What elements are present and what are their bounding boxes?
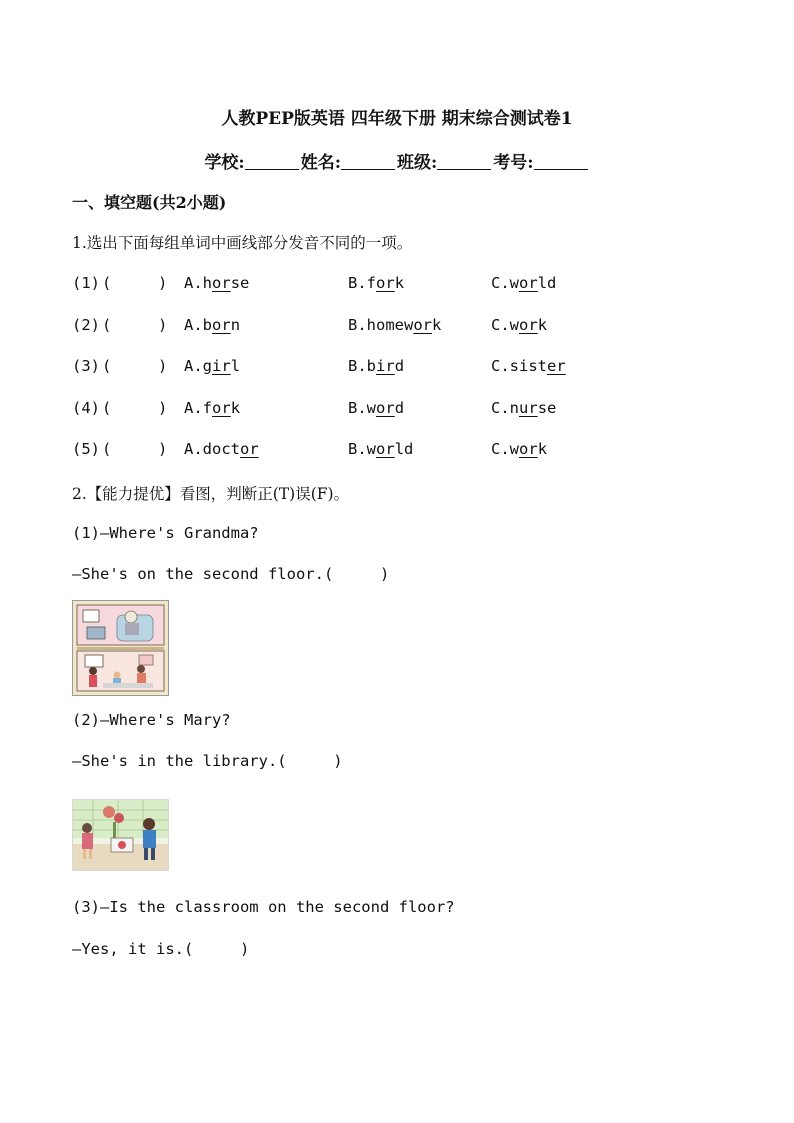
option-c: C.sister bbox=[491, 357, 566, 375]
option-a: A.fork bbox=[184, 399, 241, 417]
option-b: B.world bbox=[348, 440, 414, 458]
option-c: C.world bbox=[491, 274, 557, 292]
option-b: B.homework bbox=[348, 316, 442, 334]
option-a: A.doctor bbox=[184, 440, 259, 458]
page-title: 人教PEP版英语 四年级下册 期末综合测试卷1 bbox=[221, 109, 573, 129]
question-1-item bbox=[72, 316, 548, 338]
exam-number-blank[interactable] bbox=[534, 153, 588, 170]
answer-blank[interactable]: ( ) bbox=[102, 274, 168, 292]
section-heading: 一、填空题(共2小题) bbox=[72, 193, 227, 212]
name-label: 姓名: bbox=[300, 153, 341, 173]
question-1-item bbox=[72, 357, 566, 379]
question-1-item bbox=[72, 440, 548, 462]
question-2-item-3-question: (3)—Is the classroom on the second floor? bbox=[72, 898, 455, 916]
question-2-item-2-answer[interactable]: —She's in the library.( ) bbox=[72, 752, 343, 770]
option-a: A.girl bbox=[184, 357, 241, 375]
item-number: (1) bbox=[72, 274, 100, 292]
item-number: (4) bbox=[72, 399, 100, 417]
question-1-prompt: 1.选出下面每组单词中画线部分发音不同的一项。 bbox=[72, 234, 413, 252]
student-info-line bbox=[0, 148, 794, 173]
question-2-prompt: 2.【能力提优】看图，判断正(T)误(F)。 bbox=[72, 485, 350, 503]
class-label: 班级: bbox=[397, 153, 438, 173]
answer-blank[interactable]: ( ) bbox=[102, 357, 168, 375]
item-number: (2) bbox=[72, 316, 100, 334]
exam-number-label: 考号: bbox=[493, 153, 534, 173]
option-b: B.fork bbox=[348, 274, 405, 292]
question-1-item bbox=[72, 399, 557, 421]
question-2-item-2-question: (2)—Where's Mary? bbox=[72, 711, 231, 729]
option-c: C.work bbox=[491, 316, 548, 334]
grandma-house-illustration bbox=[73, 601, 168, 695]
option-a: A.horse bbox=[184, 274, 250, 292]
option-c: C.nurse bbox=[491, 399, 557, 417]
option-c: C.work bbox=[491, 440, 548, 458]
item-number: (5) bbox=[72, 440, 100, 458]
option-a: A.born bbox=[184, 316, 241, 334]
school-blank[interactable] bbox=[245, 153, 299, 170]
name-blank[interactable] bbox=[341, 153, 395, 170]
class-blank[interactable] bbox=[437, 153, 491, 170]
item-number: (3) bbox=[72, 357, 100, 375]
grandma-house-picture bbox=[72, 600, 169, 696]
school-label: 学校: bbox=[204, 153, 245, 173]
question-2-item-1-answer[interactable]: —She's on the second floor.( ) bbox=[72, 565, 390, 583]
answer-blank[interactable]: ( ) bbox=[102, 440, 168, 458]
answer-blank[interactable]: ( ) bbox=[102, 316, 168, 334]
question-1-item bbox=[72, 274, 557, 296]
option-b: B.word bbox=[348, 399, 405, 417]
question-2-item-1-question: (1)—Where's Grandma? bbox=[72, 524, 259, 542]
mary-garden-picture bbox=[72, 799, 169, 871]
question-2-item-3-answer[interactable]: —Yes, it is.( ) bbox=[72, 940, 250, 958]
mary-garden-illustration bbox=[73, 800, 168, 870]
answer-blank[interactable]: ( ) bbox=[102, 399, 168, 417]
option-b: B.bird bbox=[348, 357, 405, 375]
